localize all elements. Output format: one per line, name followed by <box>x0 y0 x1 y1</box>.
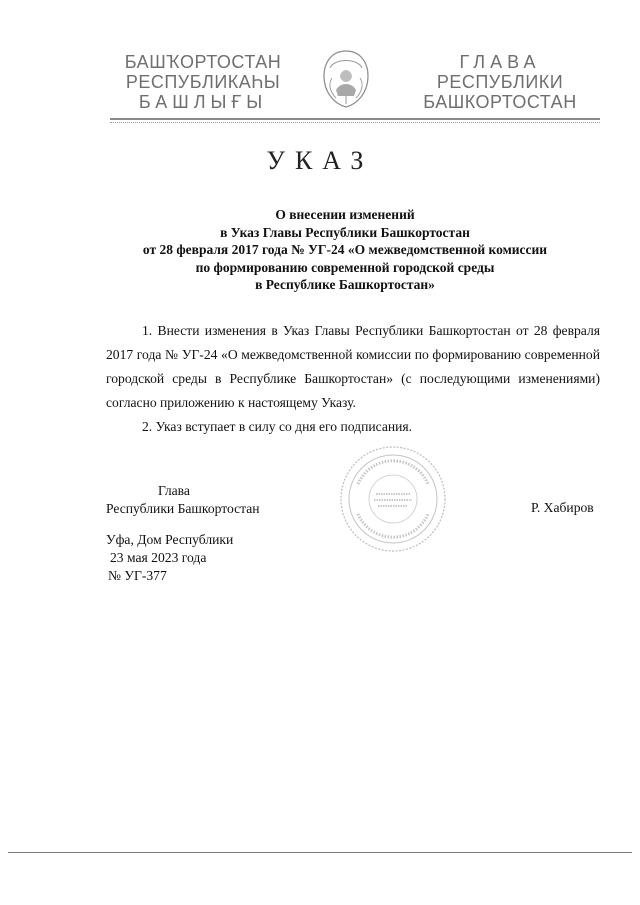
signature-title <box>106 482 260 518</box>
header-right-line-2: РЕСПУБЛИКИ <box>436 72 564 92</box>
emblem-icon <box>318 48 374 110</box>
title-line-3: от 28 февраля 2017 года № УГ-24 «О межведомственной комиссии <box>142 242 548 257</box>
document-type-heading: УКАЗ <box>266 146 374 175</box>
title-line-4: по формированию современной городской среды <box>195 259 495 275</box>
signatory-name: Р. Хабиров <box>531 500 594 515</box>
header-left <box>118 52 288 112</box>
signature-title-line-2: Республики Башкортостан <box>106 501 260 516</box>
document-title <box>120 206 570 294</box>
title-line-5: в Республике Башкортостан» <box>255 277 435 292</box>
header-left-line-3: БАШЛЫҒЫ <box>138 92 268 112</box>
header-divider <box>110 118 600 120</box>
paragraph-1: 1. Внести изменения в Указ Главы Республики Башкортостан от 28 февраля 2017 года № УГ-24 «О межведомственной комиссии по формированию современной городской среды в Республике Башкортостан» (с последующими изменениями) согласно приложению к настоящему Указу. <box>106 323 600 410</box>
header-right <box>420 52 580 112</box>
page-bottom-divider <box>8 852 632 853</box>
header-right-line-1: ГЛАВА <box>459 52 541 72</box>
title-line-1: О внесении изменений <box>275 207 415 222</box>
place-text: Уфа, Дом Республики <box>106 532 234 547</box>
title-line-2: в Указ Главы Республики Башкортостан <box>220 224 470 240</box>
date-text: 23 мая 2023 года <box>110 550 207 565</box>
header-right-line-3: БАШКОРТОСТАН <box>423 92 577 112</box>
signature-title-line-1: Глава <box>158 483 190 498</box>
document-number: № УГ-377 <box>108 568 167 583</box>
official-seal-icon <box>338 444 448 554</box>
header-divider-dotted <box>110 122 600 123</box>
document-body <box>106 319 600 439</box>
header-left-line-2: РЕСПУБЛИКАҺЫ <box>125 72 281 92</box>
place-date-block <box>106 531 233 585</box>
paragraph-2: 2. Указ вступает в силу со дня его подписания. <box>142 419 413 434</box>
header-left-line-1: БАШҠОРТОСТАН <box>124 52 282 72</box>
